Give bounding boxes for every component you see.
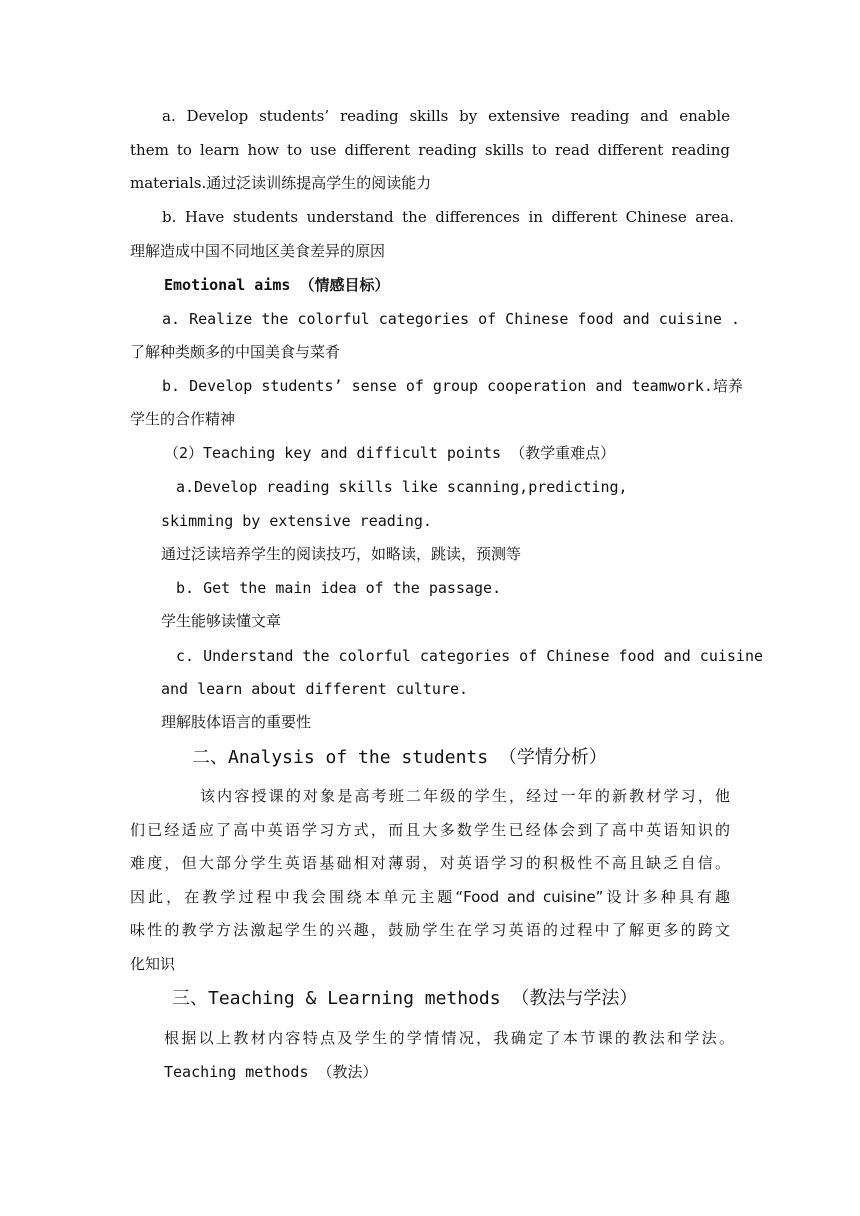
skill-aim-b-line-2: 理解造成中国不同地区美食差异的原因: [130, 242, 386, 260]
skill-aim-b-line-1: b. Have students understand the differences in different Chinese area.: [162, 208, 734, 226]
key-point-a-line-1: a.Develop reading skills like scanning,predicting,: [176, 478, 628, 496]
skill-aim-a-line-2: them to learn how to use different reading skills to read different reading: [130, 141, 730, 159]
skill-aim-a-line-1: a. Develop students’ reading skills by extensive reading and enable: [162, 107, 730, 125]
section-two-line-1: 该内容授课的对象是高考班二年级的学生，经过一年的新教材学习，他: [200, 787, 730, 805]
section-three-line-1: 根据以上教材内容特点及学生的学情情况，我确定了本节课的教法和学法。: [164, 1029, 734, 1047]
section-two-heading: 二、Analysis of the students （学情分析）: [192, 747, 607, 768]
key-point-c-chinese: 理解肢体语言的重要性: [161, 713, 312, 731]
skill-aim-a-line-3: materials.通过泛读训练提高学生的阅读能力: [130, 174, 432, 192]
key-point-a-line-2: skimming by extensive reading.: [161, 512, 432, 530]
emotional-aim-a-line-1: a. Realize the colorful categories of Chinese food and cuisine .: [162, 310, 740, 328]
key-point-c-line-1: c. Understand the colorful categories of Chinese food and cuisine: [176, 647, 763, 665]
teaching-methods-subheading: Teaching methods （教法）: [164, 1063, 378, 1081]
emotional-aims-heading: Emotional aims （情感目标）: [164, 276, 390, 294]
section-two-line-5: 味性的教学方法激起学生的兴趣，鼓励学生在学习英语的过程中了解更多的跨文: [130, 921, 730, 939]
section-two-line-4: 因此，在教学过程中我会围绕本单元主题“Food and cuisine”设计多种具有趣: [130, 888, 730, 906]
key-point-a-chinese: 通过泛读培养学生的阅读技巧，如略读，跳读，预测等: [161, 545, 522, 563]
section-two-line-2: 们已经适应了高中英语学习方式，而且大多数学生已经体会到了高中英语知识的: [130, 821, 730, 839]
emotional-aim-b-line-1: b. Develop students’ sense of group cooperation and teamwork.培养: [162, 377, 743, 395]
section-three-heading: 三、Teaching & Learning methods （教法与学法）: [172, 988, 638, 1009]
emotional-aim-a-line-2: 了解种类颇多的中国美食与菜肴: [130, 343, 341, 361]
key-points-heading: （2）Teaching key and difficult points （教学重难点）: [164, 444, 616, 462]
key-point-c-line-2: and learn about different culture.: [161, 680, 469, 698]
key-point-b-line-1: b. Get the main idea of the passage.: [176, 579, 502, 597]
key-point-b-chinese: 学生能够读懂文章: [161, 612, 282, 630]
section-two-line-3: 难度，但大部分学生英语基础相对薄弱，对英语学习的积极性不高且缺乏自信。: [130, 854, 730, 872]
emotional-aim-b-line-2: 学生的合作精神: [130, 410, 236, 428]
section-two-line-6: 化知识: [130, 955, 176, 973]
